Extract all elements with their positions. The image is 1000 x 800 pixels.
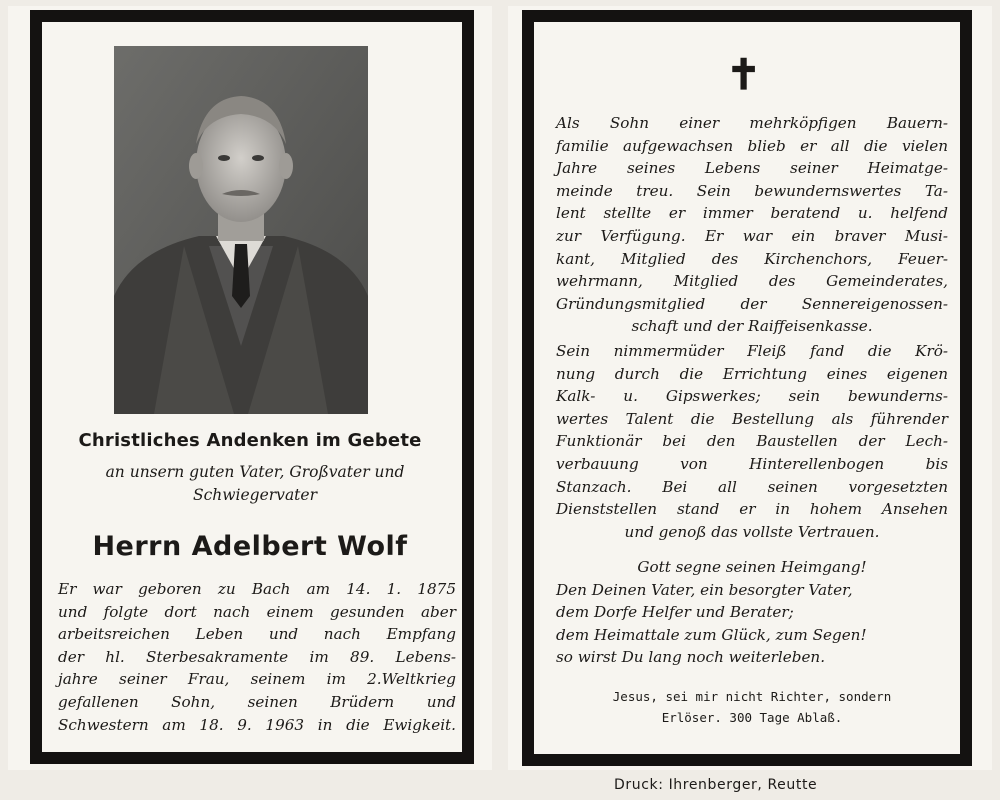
dedication-line: an unsern guten Vater, Großvater und Schwiegervater: [105, 463, 405, 504]
portrait-photo: [114, 46, 368, 414]
memorial-card-left: [8, 6, 492, 770]
printer-credit: Druck: Ihrenberger, Reutte: [614, 777, 818, 793]
cross-icon: ✝: [726, 50, 762, 99]
blessing-verse: Gott segne seinen Heimgang! Den Deinen Vater, ein besorgter Vater, dem Dorfe Helfer und Berater; dem Heimattale zum Glück, zum Segen! so wirst Du lang noch weiterleben.: [556, 558, 867, 667]
memorial-heading: Christliches Andenken im Gebete: [78, 430, 422, 451]
deceased-name: Herrn Adelbert Wolf: [92, 531, 408, 562]
life-paragraph: Als Sohn einer mehrköpfigen Bauern- familie aufgewachsen blieb er all die vielen Jahre seines Lebens seiner Heimatge- meinde treu. Sein bewundernswertes Ta- lent stellte er immer beratend u. helfend zur Verfügung. Er war ein braver Musi- kant, Mitglied des Kirchenchors, Feuer- wehrmann, Mitglied des Gemeinderates, Gründungsmitglied der Sennereigenossen- schaft und der Raiffeisenkasse.: [556, 114, 948, 336]
memorial-card-right: [508, 6, 992, 770]
work-paragraph: Sein nimmermüder Fleiß fand die Krö- nung durch die Errichtung eines eigenen Kalk- u. Gipswerkes; sein bewunderns- wertes Talent die Bestellung als führender Funktionär bei den Baustellen der Lech- verbauung von Hinterellenbogen bis Stanzach. Bei all seinen vorgesetzten Dienststellen stand er in hohem Ansehen und genoß das vollste Vertrauen.: [556, 342, 948, 541]
indulgence-prayer: Jesus, sei mir nicht Richter, sondern Erlöser. 300 Tage Ablaß.: [612, 689, 892, 725]
biography-text: Er war geboren zu Bach am 14. 1. 1875 und folgte dort nach einem gesunden aber arbeitsreichen Leben und nach Empfang der hl. Sterbesakramente im 89. Lebens- jahre seiner Frau, seinem im 2.Weltkrieg gefallenen Sohn, seinen Brüdern und Schwestern am 18. 9. 1963 in die Ewigkeit.: [58, 580, 456, 734]
